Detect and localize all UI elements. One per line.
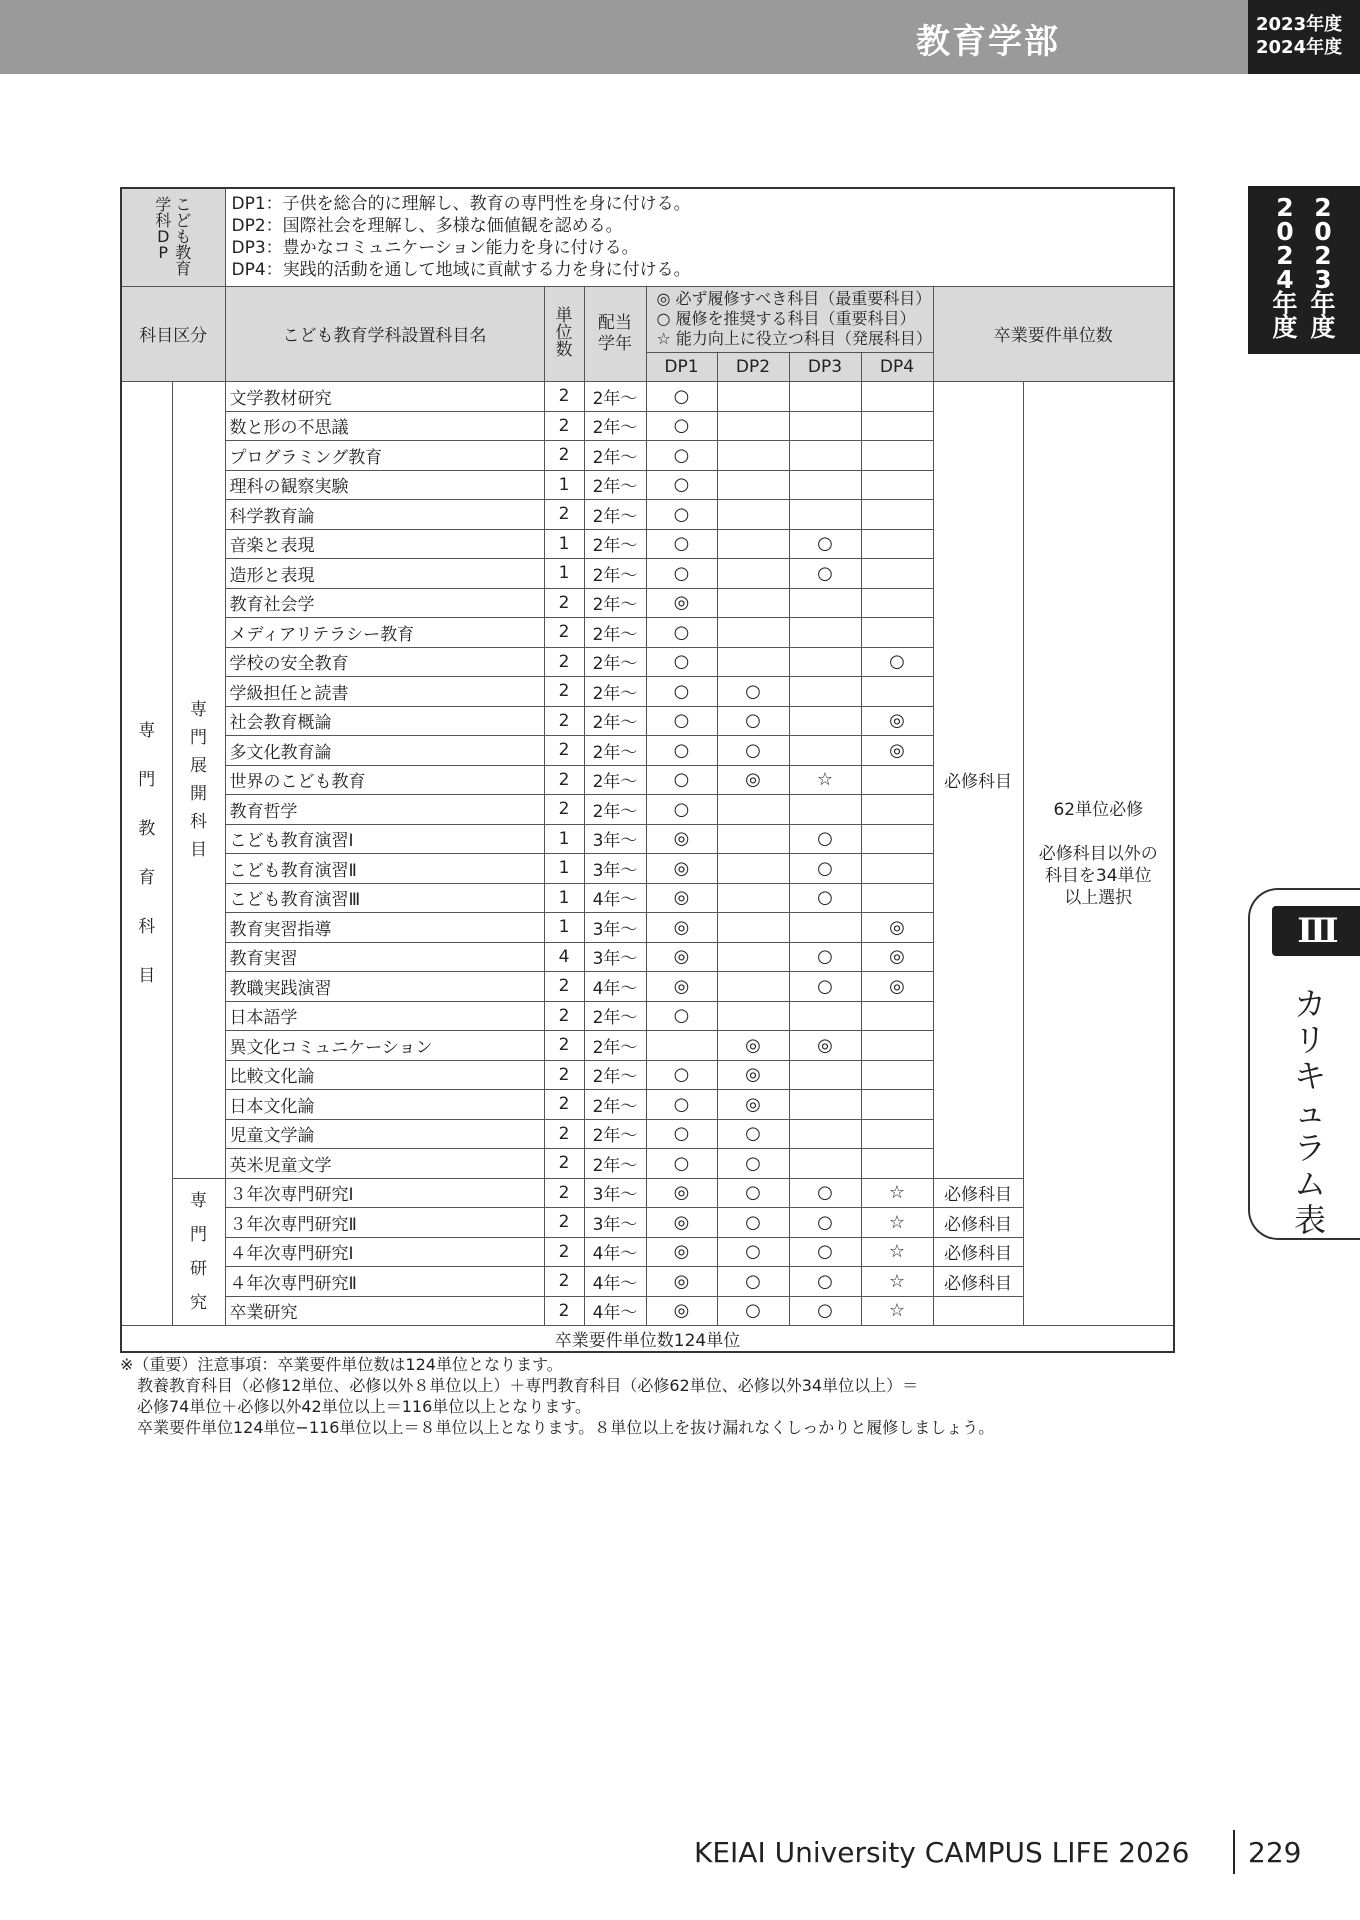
subject-credits: 2 <box>544 618 584 648</box>
notes-section <box>120 1354 994 1438</box>
subject-dp3-mark <box>789 500 861 530</box>
subject-dp3-mark <box>789 588 861 618</box>
subject-dp1-mark: ○ <box>646 795 717 825</box>
subject-dp1-mark: ○ <box>646 765 717 795</box>
subject-year: 2年〜 <box>584 529 646 559</box>
requirement-total <box>1023 382 1174 1326</box>
subject-dp3-mark: ☆ <box>789 765 861 795</box>
subject-dp2-mark <box>717 588 789 618</box>
subject-dp3-mark <box>789 1149 861 1179</box>
subject-credits: 2 <box>544 1031 584 1061</box>
header-dp2: DP2 <box>717 352 789 382</box>
subject-dp2-mark: ◎ <box>717 1060 789 1090</box>
subject-dp3-mark: ○ <box>789 942 861 972</box>
chapter-tab[interactable] <box>1248 888 1360 1240</box>
subject-dp2-mark: ○ <box>717 1119 789 1149</box>
subject-year: 3年〜 <box>584 854 646 884</box>
subject-dp1-mark <box>646 1031 717 1061</box>
subject-dp3-mark <box>789 1119 861 1149</box>
graduation-total: 卒業要件単位数124単位 <box>121 1326 1174 1353</box>
subject-dp1-mark: ◎ <box>646 913 717 943</box>
note-line: 必修74単位＋必修以外42単位以上＝116単位以上となります。 <box>137 1397 591 1416</box>
chapter-number: Ⅲ <box>1272 906 1360 956</box>
subject-dp4-mark <box>861 441 933 471</box>
subject-credits: 2 <box>544 1267 584 1297</box>
table-row <box>121 1178 1174 1208</box>
subject-dp4-mark: ☆ <box>861 1208 933 1238</box>
subject-dp1-mark: ○ <box>646 706 717 736</box>
subject-dp4-mark <box>861 883 933 913</box>
subject-dp3-mark <box>789 1090 861 1120</box>
subject-dp1-mark: ◎ <box>646 972 717 1002</box>
group-label-kenkyu: 専 門 研 究 <box>172 1178 225 1326</box>
side-year-tab <box>1248 186 1360 354</box>
header-dp3: DP3 <box>789 352 861 382</box>
subject-name: ４年次専門研究Ⅱ <box>225 1267 544 1297</box>
subject-dp2-mark: ◎ <box>717 765 789 795</box>
subject-credits: 2 <box>544 736 584 766</box>
row-required-label <box>933 1296 1023 1326</box>
subject-dp1-mark: ○ <box>646 1090 717 1120</box>
curriculum-table <box>120 187 1175 1353</box>
subject-dp4-mark <box>861 382 933 412</box>
header-year-2023: 2023年度 <box>1256 14 1343 35</box>
group-label-tenkai: 専 門 展 開 科 目 <box>172 382 225 1179</box>
subject-dp1-mark: ◎ <box>646 1296 717 1326</box>
subject-dp3-mark <box>789 618 861 648</box>
subject-year: 2年〜 <box>584 411 646 441</box>
subject-dp3-mark <box>789 470 861 500</box>
subject-dp3-mark <box>789 441 861 471</box>
dp3-description: DP3：豊かなコミュニケーション能力を身に付ける。 <box>231 238 639 259</box>
subject-dp2-mark <box>717 1001 789 1031</box>
subject-credits: 2 <box>544 795 584 825</box>
subject-dp3-mark: ○ <box>789 1208 861 1238</box>
subject-dp3-mark <box>789 736 861 766</box>
subject-dp1-mark: ○ <box>646 1119 717 1149</box>
subject-year: 2年〜 <box>584 736 646 766</box>
subject-name: 日本文化論 <box>225 1090 544 1120</box>
subject-credits: 2 <box>544 1149 584 1179</box>
subject-dp1-mark: ◎ <box>646 1208 717 1238</box>
subject-year: 2年〜 <box>584 795 646 825</box>
subject-dp4-mark <box>861 1090 933 1120</box>
subject-dp3-mark <box>789 411 861 441</box>
subject-year: 2年〜 <box>584 588 646 618</box>
requirement-note-line: 以上選択 <box>1064 887 1133 908</box>
table-row <box>121 382 1174 412</box>
side-year-2024: 2 0 2 4 年 度 <box>1272 193 1298 342</box>
subject-year: 2年〜 <box>584 1060 646 1090</box>
subject-dp1-mark: ○ <box>646 470 717 500</box>
subject-dp3-mark: ○ <box>789 1178 861 1208</box>
subject-dp4-mark: ○ <box>861 647 933 677</box>
dp4-description: DP4：実践的活動を通して地域に貢献する力を身に付ける。 <box>231 260 691 281</box>
subject-year: 4年〜 <box>584 1237 646 1267</box>
subject-dp1-mark: ○ <box>646 1001 717 1031</box>
faculty-title: 教育学部 <box>916 22 1060 62</box>
subject-dp2-mark <box>717 529 789 559</box>
subject-dp4-mark <box>861 588 933 618</box>
subject-credits: 2 <box>544 677 584 707</box>
subject-dp3-mark <box>789 677 861 707</box>
subject-dp1-mark: ◎ <box>646 1237 717 1267</box>
subject-name: 世界のこども教育 <box>225 765 544 795</box>
subject-dp2-mark: ○ <box>717 1178 789 1208</box>
page-number: 229 <box>1248 1836 1302 1869</box>
side-year-2023: 2 0 2 3 年 度 <box>1310 193 1336 342</box>
subject-dp2-mark <box>717 411 789 441</box>
subject-dp3-mark: ○ <box>789 883 861 913</box>
subject-name: 文学教材研究 <box>225 382 544 412</box>
subject-year: 2年〜 <box>584 1001 646 1031</box>
subject-name: 音楽と表現 <box>225 529 544 559</box>
subject-dp1-mark: ○ <box>646 382 717 412</box>
subject-year: 3年〜 <box>584 824 646 854</box>
chapter-label: カ リ キ ュ ラ ム 表 <box>1293 985 1326 1239</box>
subject-credits: 2 <box>544 1296 584 1326</box>
subject-dp2-mark: ○ <box>717 1267 789 1297</box>
subject-name: ３年次専門研究Ⅰ <box>225 1178 544 1208</box>
subject-dp4-mark: ◎ <box>861 972 933 1002</box>
note-line: 教養教育科目（必修12単位、必修以外８単位以上）＋専門教育科目（必修62単位、必修以外34単位以上）＝ <box>137 1376 919 1395</box>
subject-dp4-mark: ◎ <box>861 736 933 766</box>
subject-dp2-mark <box>717 559 789 589</box>
subject-dp4-mark <box>861 824 933 854</box>
requirement-note-line: 科目を34単位 <box>1044 865 1152 886</box>
subject-dp1-mark: ◎ <box>646 1267 717 1297</box>
subject-dp4-mark: ◎ <box>861 913 933 943</box>
subject-dp4-mark <box>861 1031 933 1061</box>
subject-name: メディアリテラシー教育 <box>225 618 544 648</box>
subject-credits: 1 <box>544 883 584 913</box>
subject-dp3-mark <box>789 382 861 412</box>
table-row <box>121 1237 1174 1267</box>
subject-credits: 2 <box>544 972 584 1002</box>
subject-credits: 2 <box>544 765 584 795</box>
requirement-note-line: 必修科目以外の <box>1038 843 1158 864</box>
subject-dp4-mark: ☆ <box>861 1237 933 1267</box>
subject-dp4-mark <box>861 411 933 441</box>
subject-dp2-mark <box>717 972 789 1002</box>
subject-dp4-mark <box>861 529 933 559</box>
legend-recommended: ○ 履修を推奨する科目（重要科目） <box>656 309 916 328</box>
subject-dp1-mark: ○ <box>646 1149 717 1179</box>
subject-name: 教育実習 <box>225 942 544 972</box>
subject-dp1-mark: ○ <box>646 736 717 766</box>
subject-dp2-mark: ○ <box>717 736 789 766</box>
note-line: ※（重要）注意事項：卒業要件単位数は124単位となります。 <box>120 1355 563 1374</box>
legend-advanced: ☆ 能力向上に役立つ科目（発展科目） <box>656 329 932 348</box>
subject-dp2-mark <box>717 647 789 677</box>
subject-year: 3年〜 <box>584 1178 646 1208</box>
subject-name: 教職実践演習 <box>225 972 544 1002</box>
subject-dp2-mark <box>717 500 789 530</box>
subject-name: 比較文化論 <box>225 1060 544 1090</box>
subject-dp1-mark: ○ <box>646 529 717 559</box>
subject-credits: 2 <box>544 382 584 412</box>
subject-credits: 4 <box>544 942 584 972</box>
subject-dp3-mark: ○ <box>789 559 861 589</box>
subject-year: 2年〜 <box>584 382 646 412</box>
header-year-badge <box>1248 0 1360 74</box>
subject-year: 2年〜 <box>584 647 646 677</box>
subject-name: 日本語学 <box>225 1001 544 1031</box>
subject-credits: 2 <box>544 1001 584 1031</box>
subject-credits: 2 <box>544 1119 584 1149</box>
subject-name: こども教育演習Ⅲ <box>225 883 544 913</box>
subject-dp3-mark: ○ <box>789 972 861 1002</box>
subject-year: 2年〜 <box>584 441 646 471</box>
subject-dp3-mark <box>789 706 861 736</box>
subject-dp1-mark: ◎ <box>646 824 717 854</box>
subject-dp3-mark <box>789 647 861 677</box>
subject-dp4-mark: ◎ <box>861 706 933 736</box>
subject-dp4-mark <box>861 559 933 589</box>
required-label: 必修科目 <box>933 382 1023 1179</box>
subject-dp4-mark: ◎ <box>861 942 933 972</box>
subject-dp3-mark <box>789 1001 861 1031</box>
subject-dp1-mark: ○ <box>646 500 717 530</box>
header-dp1: DP1 <box>646 352 717 382</box>
dp1-description: DP1：子供を総合的に理解し、教育の専門性を身に付ける。 <box>231 194 691 215</box>
row-required-label: 必修科目 <box>933 1208 1023 1238</box>
subject-dp4-mark <box>861 500 933 530</box>
subject-year: 3年〜 <box>584 913 646 943</box>
subject-year: 2年〜 <box>584 1031 646 1061</box>
subject-dp1-mark: ◎ <box>646 854 717 884</box>
subject-name: こども教育演習Ⅱ <box>225 854 544 884</box>
subject-year: 4年〜 <box>584 972 646 1002</box>
subject-dp1-mark: ◎ <box>646 588 717 618</box>
subject-dp3-mark <box>789 795 861 825</box>
subject-year: 3年〜 <box>584 1208 646 1238</box>
footer-divider <box>1233 1830 1235 1874</box>
subject-year: 2年〜 <box>584 618 646 648</box>
page-header <box>0 0 1248 74</box>
subject-name: プログラミング教育 <box>225 441 544 471</box>
subject-name: 理科の観察実験 <box>225 470 544 500</box>
header-dp4: DP4 <box>861 352 933 382</box>
subject-name: 教育哲学 <box>225 795 544 825</box>
subject-name: 数と形の不思議 <box>225 411 544 441</box>
subject-credits: 2 <box>544 706 584 736</box>
subject-dp3-mark: ○ <box>789 1296 861 1326</box>
subject-name: こども教育演習Ⅰ <box>225 824 544 854</box>
subject-name: ３年次専門研究Ⅱ <box>225 1208 544 1238</box>
subject-name: 学校の安全教育 <box>225 647 544 677</box>
requirement-total-units: 62単位必修 <box>1053 799 1144 820</box>
subject-year: 4年〜 <box>584 1296 646 1326</box>
table-row <box>121 1208 1174 1238</box>
subject-dp1-mark: ○ <box>646 441 717 471</box>
subject-credits: 2 <box>544 647 584 677</box>
subject-credits: 2 <box>544 411 584 441</box>
subject-dp3-mark: ○ <box>789 824 861 854</box>
row-required-label: 必修科目 <box>933 1267 1023 1297</box>
subject-dp1-mark: ○ <box>646 647 717 677</box>
header-year: 配当 学年 <box>584 286 646 382</box>
subject-dp2-mark: ○ <box>717 706 789 736</box>
subject-dp1-mark: ○ <box>646 618 717 648</box>
subject-dp2-mark <box>717 382 789 412</box>
dp-descriptions <box>225 188 1174 286</box>
subject-year: 2年〜 <box>584 470 646 500</box>
subject-dp4-mark <box>861 854 933 884</box>
header-category: 科目区分 <box>121 286 225 382</box>
subject-year: 2年〜 <box>584 500 646 530</box>
subject-year: 2年〜 <box>584 765 646 795</box>
subject-dp4-mark <box>861 795 933 825</box>
subject-dp3-mark <box>789 1060 861 1090</box>
subject-dp1-mark: ○ <box>646 1060 717 1090</box>
subject-dp4-mark <box>861 1060 933 1090</box>
subject-dp3-mark: ○ <box>789 529 861 559</box>
table-row <box>121 1267 1174 1297</box>
subject-dp4-mark <box>861 1119 933 1149</box>
subject-dp4-mark: ☆ <box>861 1178 933 1208</box>
subject-dp2-mark: ○ <box>717 1237 789 1267</box>
subject-dp3-mark: ○ <box>789 854 861 884</box>
subject-name: 異文化コミュニケーション <box>225 1031 544 1061</box>
subject-year: 4年〜 <box>584 1267 646 1297</box>
subject-year: 2年〜 <box>584 1090 646 1120</box>
subject-dp2-mark <box>717 795 789 825</box>
subject-dp4-mark <box>861 1149 933 1179</box>
subject-name: 社会教育概論 <box>225 706 544 736</box>
subject-credits: 2 <box>544 1060 584 1090</box>
legend-required: ◎ 必ず履修すべき科目（最重要科目） <box>656 289 932 308</box>
subject-credits: 1 <box>544 559 584 589</box>
subject-dp4-mark: ☆ <box>861 1267 933 1297</box>
header-year-2024: 2024年度 <box>1256 37 1343 58</box>
subject-dp2-mark: ◎ <box>717 1031 789 1061</box>
footer-title: KEIAI University CAMPUS LIFE 2026 <box>694 1836 1190 1869</box>
subject-dp3-mark: ○ <box>789 1267 861 1297</box>
subject-year: 2年〜 <box>584 706 646 736</box>
subject-year: 3年〜 <box>584 942 646 972</box>
subject-name: 科学教育論 <box>225 500 544 530</box>
subject-name: 英米児童文学 <box>225 1149 544 1179</box>
subject-dp2-mark <box>717 441 789 471</box>
subject-dp2-mark <box>717 883 789 913</box>
subject-dp4-mark <box>861 618 933 648</box>
subject-credits: 1 <box>544 913 584 943</box>
subject-dp2-mark: ○ <box>717 677 789 707</box>
subject-dp2-mark <box>717 824 789 854</box>
subject-credits: 2 <box>544 441 584 471</box>
subject-dp1-mark: ○ <box>646 559 717 589</box>
table-row <box>121 1296 1174 1326</box>
subject-dp1-mark: ○ <box>646 411 717 441</box>
group-label-main: 専 門 教 育 科 目 <box>121 382 172 1326</box>
subject-dp3-mark: ◎ <box>789 1031 861 1061</box>
header-legend <box>646 286 933 352</box>
subject-name: 学級担任と読書 <box>225 677 544 707</box>
subject-dp1-mark: ◎ <box>646 942 717 972</box>
subject-dp2-mark: ○ <box>717 1296 789 1326</box>
curriculum-section <box>120 187 1173 1353</box>
subject-name: 児童文学論 <box>225 1119 544 1149</box>
subject-year: 2年〜 <box>584 1119 646 1149</box>
subject-dp2-mark <box>717 470 789 500</box>
subject-name: 卒業研究 <box>225 1296 544 1326</box>
subject-dp1-mark: ○ <box>646 677 717 707</box>
subject-credits: 2 <box>544 1178 584 1208</box>
subject-dp1-mark: ◎ <box>646 883 717 913</box>
subject-dp2-mark: ◎ <box>717 1090 789 1120</box>
subject-year: 2年〜 <box>584 559 646 589</box>
subject-credits: 1 <box>544 824 584 854</box>
subject-dp4-mark <box>861 1001 933 1031</box>
note-line: 卒業要件単位124単位−116単位以上＝８単位以上となります。８単位以上を抜け漏れなくしっかりと履修しましょう。 <box>137 1418 995 1437</box>
subject-name: 教育社会学 <box>225 588 544 618</box>
subject-year: 2年〜 <box>584 677 646 707</box>
subject-dp4-mark <box>861 765 933 795</box>
subject-dp4-mark: ☆ <box>861 1296 933 1326</box>
subject-credits: 2 <box>544 1208 584 1238</box>
subject-dp1-mark: ◎ <box>646 1178 717 1208</box>
total-row <box>121 1326 1174 1353</box>
subject-dp2-mark: ○ <box>717 1208 789 1238</box>
subject-credits: 2 <box>544 500 584 530</box>
subject-dp2-mark <box>717 913 789 943</box>
subject-dp4-mark <box>861 677 933 707</box>
subject-year: 2年〜 <box>584 1149 646 1179</box>
subject-dp2-mark: ○ <box>717 1149 789 1179</box>
dp2-description: DP2：国際社会を理解し、多様な価値観を認める。 <box>231 216 623 237</box>
row-required-label: 必修科目 <box>933 1237 1023 1267</box>
header-requirements: 卒業要件単位数 <box>933 286 1174 382</box>
subject-name: 造形と表現 <box>225 559 544 589</box>
subject-dp2-mark <box>717 854 789 884</box>
subject-name: 教育実習指導 <box>225 913 544 943</box>
subject-credits: 2 <box>544 588 584 618</box>
subject-dp3-mark: ○ <box>789 1237 861 1267</box>
subject-credits: 1 <box>544 529 584 559</box>
subject-name: 多文化教育論 <box>225 736 544 766</box>
row-required-label: 必修科目 <box>933 1178 1023 1208</box>
subject-credits: 2 <box>544 1237 584 1267</box>
header-credits: 単 位 数 <box>544 286 584 382</box>
subject-dp2-mark <box>717 942 789 972</box>
dp-section-label: こ ど も 教 育 学 科 D P <box>121 188 225 286</box>
header-subject: こども教育学科設置科目名 <box>225 286 544 382</box>
subject-name: ４年次専門研究Ⅰ <box>225 1237 544 1267</box>
subject-year: 4年〜 <box>584 883 646 913</box>
subject-dp4-mark <box>861 470 933 500</box>
subject-dp2-mark <box>717 618 789 648</box>
subject-credits: 1 <box>544 470 584 500</box>
subject-dp3-mark <box>789 913 861 943</box>
subject-credits: 2 <box>544 1090 584 1120</box>
subject-credits: 1 <box>544 854 584 884</box>
